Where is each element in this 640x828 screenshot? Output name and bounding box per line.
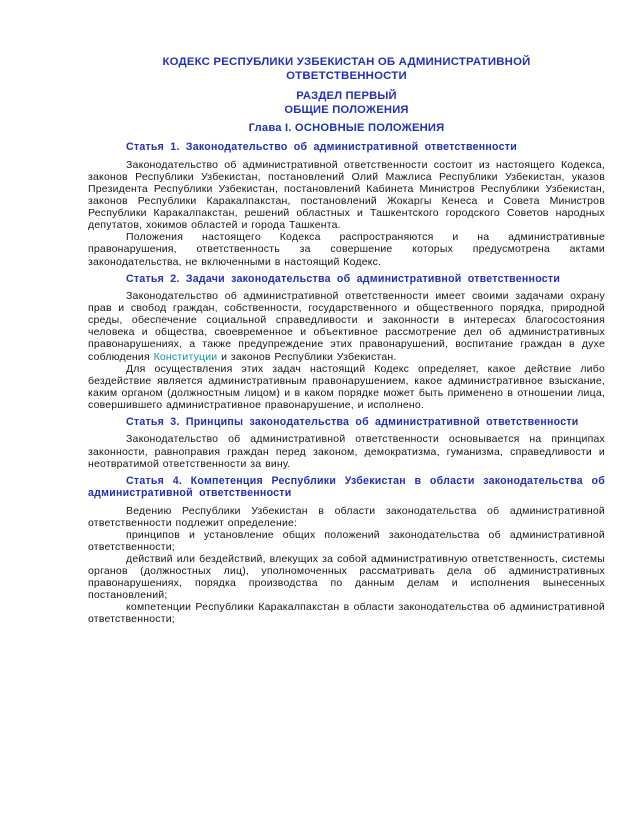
article-2-heading: Статья 2. Задачи законодательства об административной ответственности <box>126 272 561 285</box>
document-title: КОДЕКС РЕСПУБЛИКИ УЗБЕКИСТАН ОБ АДМИНИСТРАТИВНОЙ ОТВЕТСТВЕННОСТИ <box>162 56 531 82</box>
article-4-paragraph-1: Ведению Республики Узбекистан в области законодательства об административной ответственности подлежит определение: <box>88 504 605 529</box>
paragraph-text-after-link: и законов Республики Узбекистан. <box>217 350 397 363</box>
constitution-link[interactable]: Конституции <box>153 350 218 363</box>
article-4-paragraph-3: действий или бездействий, влекущих за собой административную ответственность, системы органов (должностных лиц), уполномоченных рассматривать дела об административных правонарушениях, порядка производства по данным делам и исполнения вынесенных постановлений; <box>88 552 605 602</box>
article-1-paragraph-2: Положения настоящего Кодекса распространяются и на административные правонарушения, ответственность за совершение которых предусмотрена актами законодательства, не включенными в настоящий Кодекс. <box>88 231 605 268</box>
article-2-paragraph-2: Для осуществления этих задач настоящий Кодекс определяет, какое действие либо бездействие является административным правонарушением, какое административное взыскание, каким органом (должностным лицом) и в каком порядке может быть применено в отношении лица, совершившего административное правонарушение, и исполнено. <box>88 362 605 411</box>
article-4-heading: Статья 4. Компетенция Республики Узбекистан в области законодательства об административной ответственности <box>88 474 605 500</box>
article-1 <box>88 141 605 267</box>
article-4-paragraph-4: компетенции Республики Каракалпакстан в области законодательства об административной ответственности; <box>88 601 605 626</box>
article-1-paragraph-1: Законодательство об административной ответственности состоит из настоящего Кодекса, законов Республики Узбекистан, постановлений Олий Мажлиса Республики Узбекистан, указов Президента Республики Узбекистан, постановлений Кабинета Министров Республики Узбекистан, законов Республики Каракалпакстан, постановлений Жокаргы Кенеса и Совета Министров Республики Каракалпакстан, решений областных и Ташкентского городского Советов народных депутатов, хокимов областей и города Ташкента. <box>88 158 605 232</box>
article-3 <box>88 416 605 470</box>
article-2 <box>88 273 605 411</box>
article-1-heading: Статья 1. Законодательство об административной ответственности <box>126 141 517 154</box>
section-label: РАЗДЕЛ ПЕРВЫЙ <box>296 90 397 103</box>
article-3-heading: Статья 3. Принципы законодательства об административной ответственности <box>126 416 579 428</box>
article-4 <box>88 475 605 626</box>
chapter-title: Глава I. ОСНОВНЫЕ ПОЛОЖЕНИЯ <box>248 122 445 134</box>
article-4-paragraph-2: принципов и установление общих положений законодательства об административной ответственности; <box>88 528 605 553</box>
article-2-paragraph-1 <box>88 290 605 363</box>
section-subtitle: ОБЩИЕ ПОЛОЖЕНИЯ <box>284 103 409 116</box>
paragraph-text-before-link: Законодательство об административной ответственности имеет своими задачами охрану прав и свобод граждан, собственности, государственного и общественного порядка, природной среды, обеспечение социальной справедливости и законности в интересах благосостояния человека и общества, своевременное и объективное рассмотрение дел об административных правонарушениях, а также предупреждение этих правонарушений, воспитание граждан в духе соблюдения <box>88 290 605 363</box>
article-3-paragraph-1: Законодательство об административной ответственности основывается на принципах законности, равноправия граждан перед законом, демократизма, гуманизма, справедливости и неотвратимой ответственности за вину. <box>88 433 605 470</box>
